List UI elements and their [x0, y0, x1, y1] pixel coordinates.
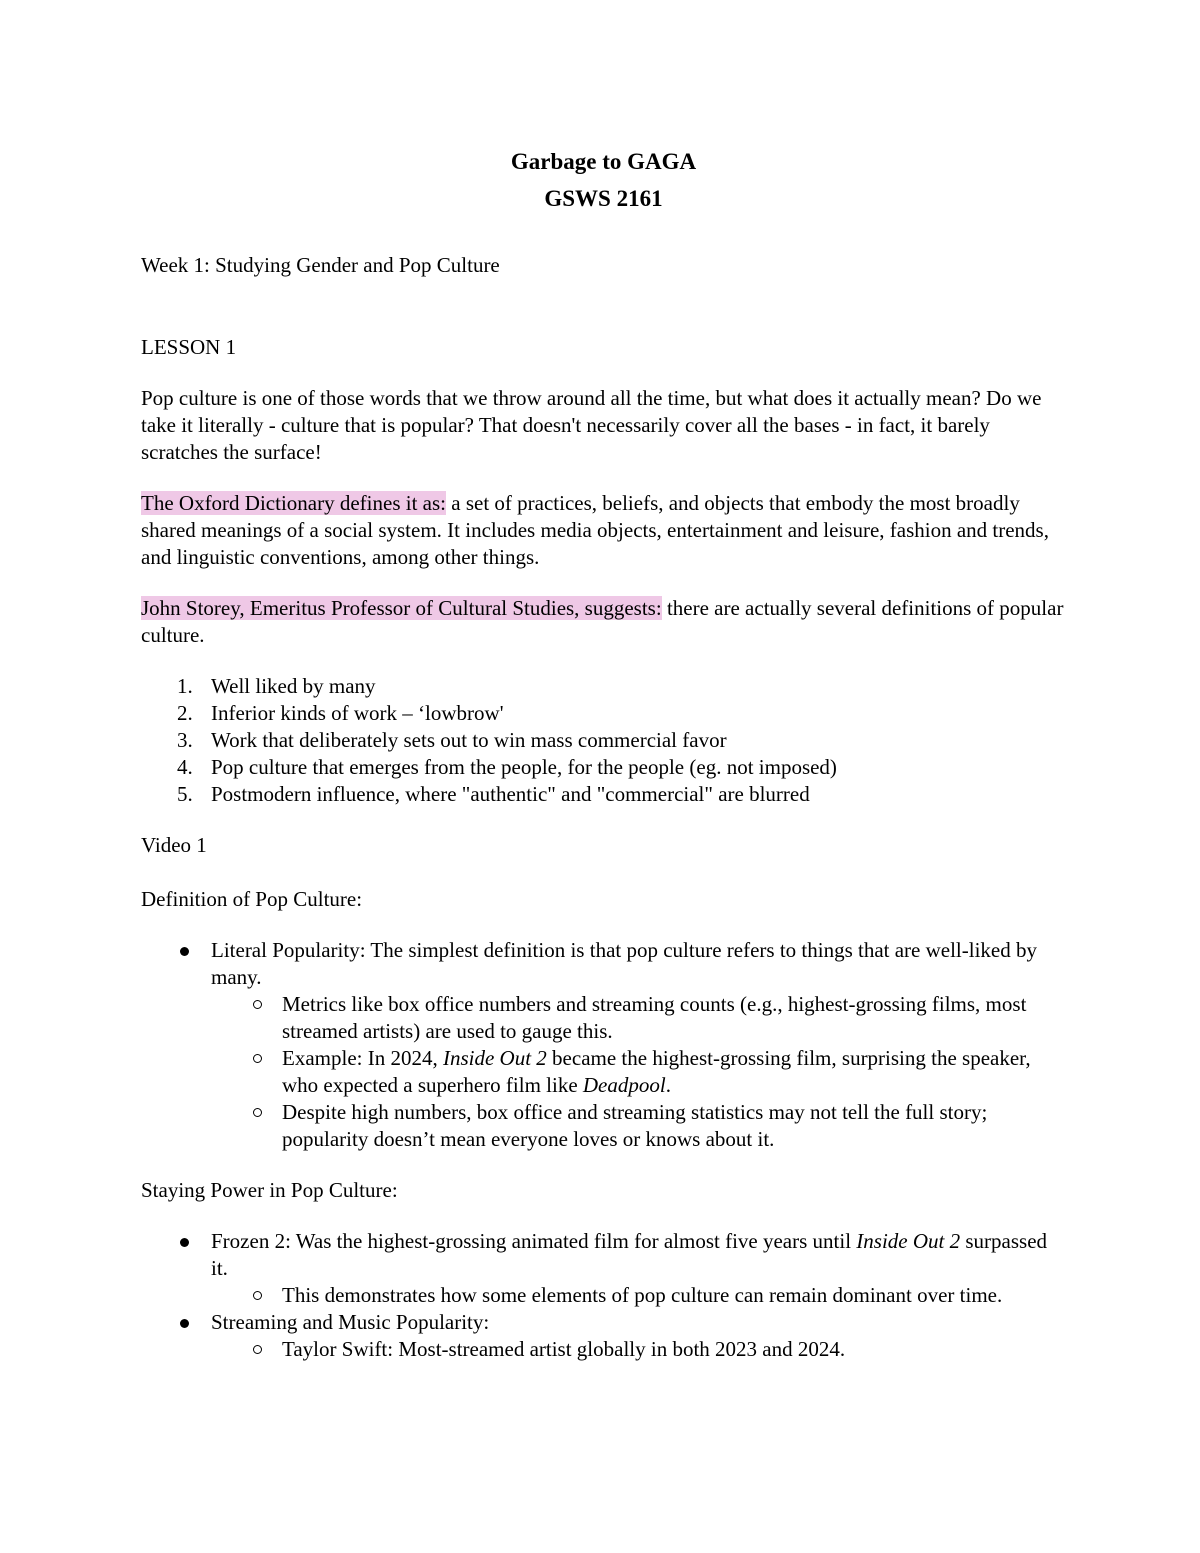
list-number: 4.: [177, 755, 193, 779]
sub-bullet-text-part: .: [665, 1073, 671, 1097]
bullet-item: [141, 1228, 1066, 1309]
film-title: Deadpool: [582, 1073, 666, 1097]
staying-section-heading: Staying Power in Pop Culture:: [141, 1178, 398, 1202]
definitions-list: [141, 673, 1066, 808]
list-number: 1.: [177, 674, 193, 698]
hollow-bullet-icon: [253, 1054, 262, 1063]
sub-bullet-item: [211, 991, 1066, 1045]
staying-bullets: [141, 1228, 1066, 1363]
sub-bullet-text: Despite high numbers, box office and streaming statistics may not tell the full story; popularity doesn’t mean everyone loves or knows about it.: [282, 1100, 988, 1151]
list-item-text: Well liked by many: [211, 674, 376, 698]
list-item: [141, 781, 1066, 808]
oxford-definition: a set of practices, beliefs, and objects that embody the most broadly shared meanings of a social system. It includes media objects, entertainment and leisure, fashion and trends, and linguistic conventions, among other things.: [141, 491, 1049, 569]
course-code: GSWS 2161: [544, 186, 663, 211]
document-title: Garbage to GAGA: [510, 149, 697, 174]
sub-bullet-text: Taylor Swift: Most-streamed artist globally in both 2023 and 2024.: [282, 1337, 846, 1361]
sub-bullet-text: This demonstrates how some elements of pop culture can remain dominant over time.: [282, 1283, 1003, 1307]
week-heading: Week 1: Studying Gender and Pop Culture: [141, 253, 500, 277]
bullet-dot-icon: [180, 947, 189, 956]
list-item: [141, 754, 1066, 781]
definition-section-heading: Definition of Pop Culture:: [141, 887, 363, 911]
bullet-text: Literal Popularity: The simplest definition is that pop culture refers to things that are well-liked by many.: [211, 938, 1038, 989]
list-item-text: Inferior kinds of work – ‘lowbrow': [211, 701, 504, 725]
list-number: 2.: [177, 701, 193, 725]
hollow-bullet-icon: [253, 1345, 262, 1354]
bullet-item: [141, 1309, 1066, 1363]
list-item: [141, 700, 1066, 727]
sub-bullet-item: [211, 1336, 1066, 1363]
list-number: 5.: [177, 782, 193, 806]
sub-bullet-item: [211, 1282, 1066, 1309]
list-item-text: Work that deliberately sets out to win mass commercial favor: [211, 728, 727, 752]
sub-bullet-text: Metrics like box office numbers and streaming counts (e.g., highest-grossing films, most streamed artists) are used to gauge this.: [282, 992, 1027, 1043]
intro-paragraph: Pop culture is one of those words that we throw around all the time, but what does it actually mean? Do we take it literally - culture that is popular? That doesn't necessarily cover all the bases - in fact, it barely scratches the surface!: [141, 386, 1042, 464]
oxford-highlight: The Oxford Dictionary defines it as:: [141, 491, 446, 515]
bullet-item: [141, 937, 1066, 1153]
hollow-bullet-icon: [253, 1000, 262, 1009]
list-item: [141, 727, 1066, 754]
sub-bullet-item: [211, 1045, 1066, 1099]
sub-bullets: [211, 1336, 1066, 1363]
storey-highlight: John Storey, Emeritus Professor of Cultural Studies, suggests:: [141, 596, 662, 620]
bullet-text: Streaming and Music Popularity:: [211, 1310, 490, 1334]
bullet-dot-icon: [180, 1238, 189, 1247]
sub-bullet-item: [211, 1099, 1066, 1153]
list-number: 3.: [177, 728, 193, 752]
hollow-bullet-icon: [253, 1291, 262, 1300]
sub-bullet-text-part: became the highest-grossing film, surprising the speaker, who expected a superhero film like: [282, 1046, 1031, 1097]
bullet-text-part: Frozen 2: Was the highest-grossing animated film for almost five years until: [211, 1229, 857, 1253]
document-body: [141, 143, 1066, 1363]
list-item: [141, 673, 1066, 700]
bullet-dot-icon: [180, 1319, 189, 1328]
film-title: Inside Out 2: [442, 1046, 547, 1070]
sub-bullet-text-part: Example: In 2024,: [282, 1046, 443, 1070]
sub-bullets: [211, 991, 1066, 1153]
film-title: Inside Out 2: [856, 1229, 961, 1253]
storey-paragraph: [141, 595, 1066, 649]
hollow-bullet-icon: [253, 1108, 262, 1117]
bullet-text-part: surpassed it.: [211, 1229, 1048, 1280]
definition-bullets: [141, 937, 1066, 1153]
lesson-heading: LESSON 1: [141, 335, 237, 359]
video-heading: Video 1: [141, 833, 207, 857]
list-item-text: Pop culture that emerges from the people, for the people (eg. not imposed): [211, 755, 837, 779]
storey-text: there are actually several definitions of popular culture.: [141, 596, 1064, 647]
sub-bullets: [211, 1282, 1066, 1309]
list-item-text: Postmodern influence, where "authentic" and "commercial" are blurred: [211, 782, 810, 806]
oxford-paragraph: [141, 490, 1066, 571]
